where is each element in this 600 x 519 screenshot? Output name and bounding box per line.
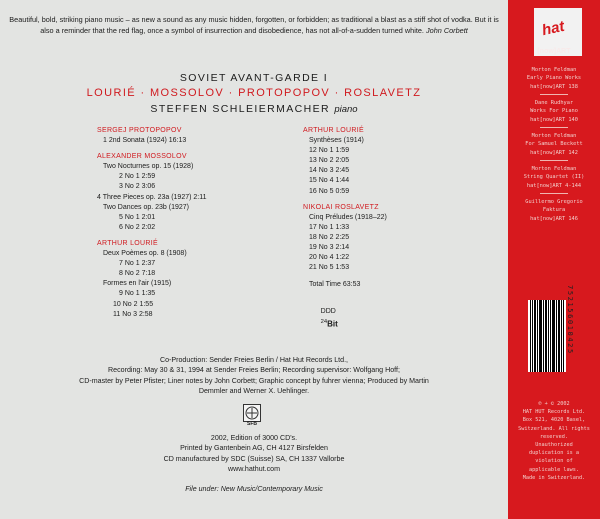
quote-block: [6, 15, 502, 36]
catalogue-title: Works For Piano: [530, 108, 578, 115]
work-title: Two Dances op. 23b (1927): [103, 203, 189, 211]
credits-line: Demmler and Werner X. Uehlinger.: [198, 386, 310, 395]
divider: [540, 127, 568, 128]
label-name: [now]ART: [537, 48, 571, 55]
divider: [540, 160, 568, 161]
format-badge: [303, 296, 423, 340]
total-time: Total Time 63:53: [309, 281, 361, 289]
catalogue-number: hat[now]ART 138: [530, 83, 578, 90]
catalogue-item: [508, 198, 600, 223]
credits-block: [0, 355, 508, 396]
catalogue-number: hat[now]ART 140: [530, 116, 578, 123]
barcode-digits: 752156010425: [566, 285, 574, 355]
catalogue-number: hat[now]ART 142: [530, 149, 578, 156]
catalogue-title: Faktura: [542, 207, 566, 214]
catalogue-item: [508, 132, 600, 157]
legal-notice: [508, 400, 600, 482]
track-entry: 10 No 2 1:55: [113, 300, 154, 308]
track-entry: 21 No 5 1:53: [309, 264, 350, 272]
catalogue-title: String Quartet (II): [523, 174, 585, 181]
catalogue-artist: Morton Feldman: [531, 166, 577, 172]
divider: [540, 94, 568, 95]
track-entry: 1 2nd Sonata (1924) 16:13: [103, 137, 187, 145]
legal-line: Switzerland. All rights reserved.: [518, 425, 590, 440]
track-entry: 11 No 3 2:58: [113, 310, 153, 318]
track-entry: 7 No 1 2:37: [119, 260, 156, 268]
ddd-label: DDD: [320, 307, 336, 315]
work-title: Two Nocturnes op. 15 (1928): [103, 163, 194, 171]
performer-line: [0, 103, 508, 115]
track-entry: 17 No 1 1:33: [309, 223, 350, 231]
composer-heading: NIKOLAI ROSLAVETZ: [303, 203, 379, 211]
track-entry: 4 Three Pieces op. 23a (1927) 2:11: [97, 193, 207, 201]
catalogue-artist: Morton Feldman: [531, 67, 577, 73]
work-title: Deux Poèmes op. 8 (1908): [103, 250, 187, 258]
composers-line: LOURIÉ · MOSSOLOV · PROTOPOPOV · ROSLAVETZ: [86, 87, 422, 99]
catalogue-item: [508, 99, 600, 124]
composer-heading: ARTHUR LOURIÉ: [303, 127, 364, 134]
performer-instrument: piano: [334, 104, 358, 115]
credits-line: Recording: May 30 & 31, 1994 at Sender Freies Berlin; Recording supervisor: Wolfgang Hoff;: [108, 366, 400, 375]
composer-heading: ALEXANDER MOSSOLOV: [97, 153, 187, 161]
edition-block: [0, 433, 508, 474]
quote-author: John Corbett: [425, 25, 468, 35]
track-entry: 15 No 4 1:44: [309, 177, 350, 185]
legal-line: duplication is a: [529, 450, 579, 457]
composer-heading: ARTHUR LOURIÉ: [97, 239, 158, 247]
composer-heading: SERGEJ PROTOPOPOV: [97, 127, 182, 134]
quote-text: Beautiful, bold, striking piano music – as new a sound as any music hidden, forgotten, or forbidden; as traditional a blast as a stiff shot of vodka. But it is also a reminder that the red flag, once a symbol of insurrection and disobedience, has not all-of-a-sudden turned white.: [9, 15, 499, 35]
edition-line: CD manufactured by SDC (Suisse) SA, CH 1337 Vallorbe: [163, 454, 345, 463]
track-entry: 12 No 1 1:59: [309, 147, 350, 155]
file-under: File under: New Music/Contemporary Music: [185, 485, 323, 493]
track-entry: 14 No 3 2:45: [309, 167, 350, 175]
legal-line: Made in Switzerland.: [522, 474, 586, 481]
edition-line: 2002, Edition of 3000 CD's.: [210, 434, 298, 442]
work-title: Synthèses (1914): [309, 137, 364, 145]
legal-line: HAT HUT Records Ltd.: [522, 409, 586, 416]
catalogue-artist: Dane Rudhyar: [534, 100, 574, 106]
track-entry: 8 No 2 7:18: [119, 270, 156, 278]
catalogue-title: Early Piano Works: [526, 75, 582, 82]
track-entry: 19 No 3 2:14: [309, 244, 350, 252]
credits-line: CD-master by Peter Pfister; Liner notes by John Corbett; Graphic concept by fuhrer vienna; Produced by Martin: [79, 376, 429, 385]
legal-line: ℗ + © 2002: [538, 401, 570, 407]
tracklist-right: [303, 124, 423, 340]
work-title: Cinq Préludes (1918–22): [309, 213, 387, 221]
hat-logo-text: hat: [540, 17, 567, 40]
sfb-logo-icon: [243, 404, 261, 422]
bit-label: Bit: [327, 318, 338, 328]
catalogue-artist: Guillermo Gregorio: [525, 199, 583, 205]
sfb-logo-text: SFB: [247, 421, 257, 427]
performer-name: STEFFEN SCHLEIERMACHER: [150, 103, 330, 115]
work-title: Formes en l'air (1915): [103, 280, 172, 288]
track-entry: 6 No 2 2:02: [119, 223, 156, 231]
catalogue-item: [508, 165, 600, 190]
catalogue-title: For Samuel Beckett: [525, 141, 583, 148]
edition-line: Printed by Gantenbein AG, CH 4127 Birsfelden: [180, 444, 328, 453]
credits-line: Co-Production: Sender Freies Berlin / Hat Hut Records Ltd.,: [159, 356, 349, 364]
website-link[interactable]: www.hathut.com: [227, 464, 281, 473]
bit-depth: 24: [320, 318, 328, 325]
track-entry: 13 No 2 2:05: [309, 157, 350, 165]
catalogue-artist: Morton Feldman: [531, 133, 577, 139]
tracklist-left: [97, 124, 257, 320]
legal-line: Unauthorized: [535, 442, 573, 449]
divider: [540, 193, 568, 194]
track-entry: 2 No 1 2:59: [119, 173, 156, 181]
catalogue-number: hat[now]ART 4-144: [526, 182, 582, 189]
legal-line: violation of: [535, 458, 573, 465]
barcode-number: [566, 285, 574, 397]
legal-line: Box 521, 4020 Basel,: [522, 417, 586, 424]
catalogue-item: [508, 66, 600, 91]
legal-line: applicable laws.: [529, 466, 579, 473]
track-entry: 9 No 1 1:35: [119, 290, 156, 298]
track-entry: 5 No 1 2:01: [119, 213, 156, 221]
track-entry: 3 No 2 3:06: [119, 183, 156, 191]
barcode-icon: [528, 300, 566, 372]
track-entry: 18 No 2 2:25: [309, 233, 350, 241]
track-entry: 16 No 5 0:59: [309, 187, 350, 195]
album-title: SOVIET AVANT-GARDE I: [179, 72, 329, 84]
track-entry: 20 No 4 1:22: [309, 254, 350, 262]
catalogue-number: hat[now]ART 146: [530, 215, 578, 222]
